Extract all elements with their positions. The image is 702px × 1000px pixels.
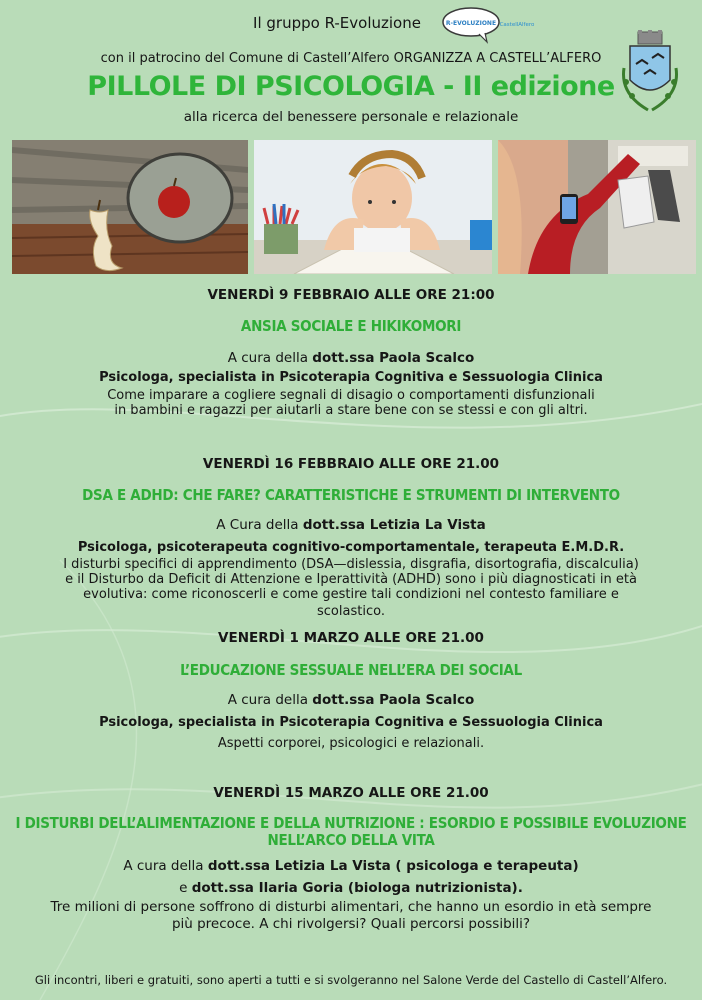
event-1-topic: ANSIA SOCIALE E HIKIKOMORI	[240, 317, 462, 335]
event-4-curator-2: e dott.ssa Ilaria Goria (biologa nutrizionista).	[179, 880, 523, 896]
organizer-line: Il gruppo R-Evoluzione	[253, 14, 421, 32]
photo-stressed-child	[254, 140, 492, 274]
event-3-topic: L’EDUCAZIONE SESSUALE NELL’ERA DEI SOCIAL	[180, 661, 522, 679]
event-4-curator: A cura della dott.ssa Letizia La Vista ( psicologa e terapeuta)	[123, 858, 579, 874]
event-3-curator: A cura della dott.ssa Paola Scalco	[227, 692, 475, 708]
page-title: PILLOLE DI PSICOLOGIA - II edizione	[87, 71, 615, 102]
event-3-description: Aspetti corporei, psicologici e relazionali.	[217, 736, 485, 751]
event-2-description: I disturbi specifici di apprendimento (DSA—dislessia, disgrafia, disortografia, discalculia) e il Disturbo da Deficit di Attenzione e Iperattività (ADHD) sono i più diagnosticati in età evolutiva: come riconoscerli e come gestire tali condizioni nel contesto familiare e scolastico.	[63, 557, 639, 619]
svg-text:R-EVOLUZIONE: R-EVOLUZIONE	[445, 20, 497, 27]
event-2-role: Psicologa, psicoterapeuta cognitivo-comportamentale, terapeuta E.M.D.R.	[77, 540, 625, 555]
event-2-date: VENERDÌ 16 FEBBRAIO ALLE ORE 21.00	[202, 456, 500, 472]
photo-girl-smartphone	[498, 140, 696, 274]
event-1-description: Come imparare a cogliere segnali di disagio o comportamenti disfunzionali in bambini e ragazzi per aiutarli a stare bene con se stessi e con gli altri.	[107, 388, 595, 418]
footer-note: Gli incontri, liberi e gratuiti, sono aperti a tutti e si svolgeranno nel Salone Verde del Castello di Castell’Alfero.	[34, 973, 668, 987]
event-1-curator: A cura della dott.ssa Paola Scalco	[227, 350, 475, 366]
municipal-crest-icon	[614, 28, 686, 120]
patronage-line: con il patrocino del Comune di Castell’Alfero ORGANIZZA A CASTELL’ALFERO	[100, 51, 602, 66]
event-1-date: VENERDÌ 9 FEBBRAIO ALLE ORE 21:00	[207, 287, 495, 303]
event-4-date: VENERDÌ 15 MARZO ALLE ORE 21.00	[213, 785, 489, 801]
event-3-role: Psicologa, specialista in Psicoterapia Cognitiva e Sessuologia Clinica	[99, 715, 603, 730]
subtitle: alla ricerca del benessere personale e relazionale	[183, 109, 519, 125]
event-3-date: VENERDÌ 1 MARZO ALLE ORE 21.00	[218, 630, 484, 646]
event-2-curator: A Cura della dott.ssa Letizia La Vista	[216, 517, 486, 533]
photo-apple-mirror	[12, 140, 248, 274]
r-evoluzione-logo	[441, 4, 537, 44]
event-4-description: Tre milioni di persone soffrono di disturbi alimentari, che hanno un esordio in età sempre più precoce. A chi rivolgersi? Quali percorsi possibili?	[50, 899, 652, 932]
event-1-role: Psicologa, specialista in Psicoterapia Cognitiva e Sessuologia Clinica	[99, 370, 603, 385]
event-4-topic: I DISTURBI DELL’ALIMENTAZIONE E DELLA NUTRIZIONE : ESORDIO E POSSIBILE EVOLUZIONE NELL’ARCO DELLA VITA	[15, 814, 687, 849]
svg-text:CastellAlfero: CastellAlfero	[499, 22, 535, 28]
event-2-topic: DSA E ADHD: CHE FARE? CARATTERISTICHE E STRUMENTI DI INTERVENTO	[82, 486, 620, 504]
